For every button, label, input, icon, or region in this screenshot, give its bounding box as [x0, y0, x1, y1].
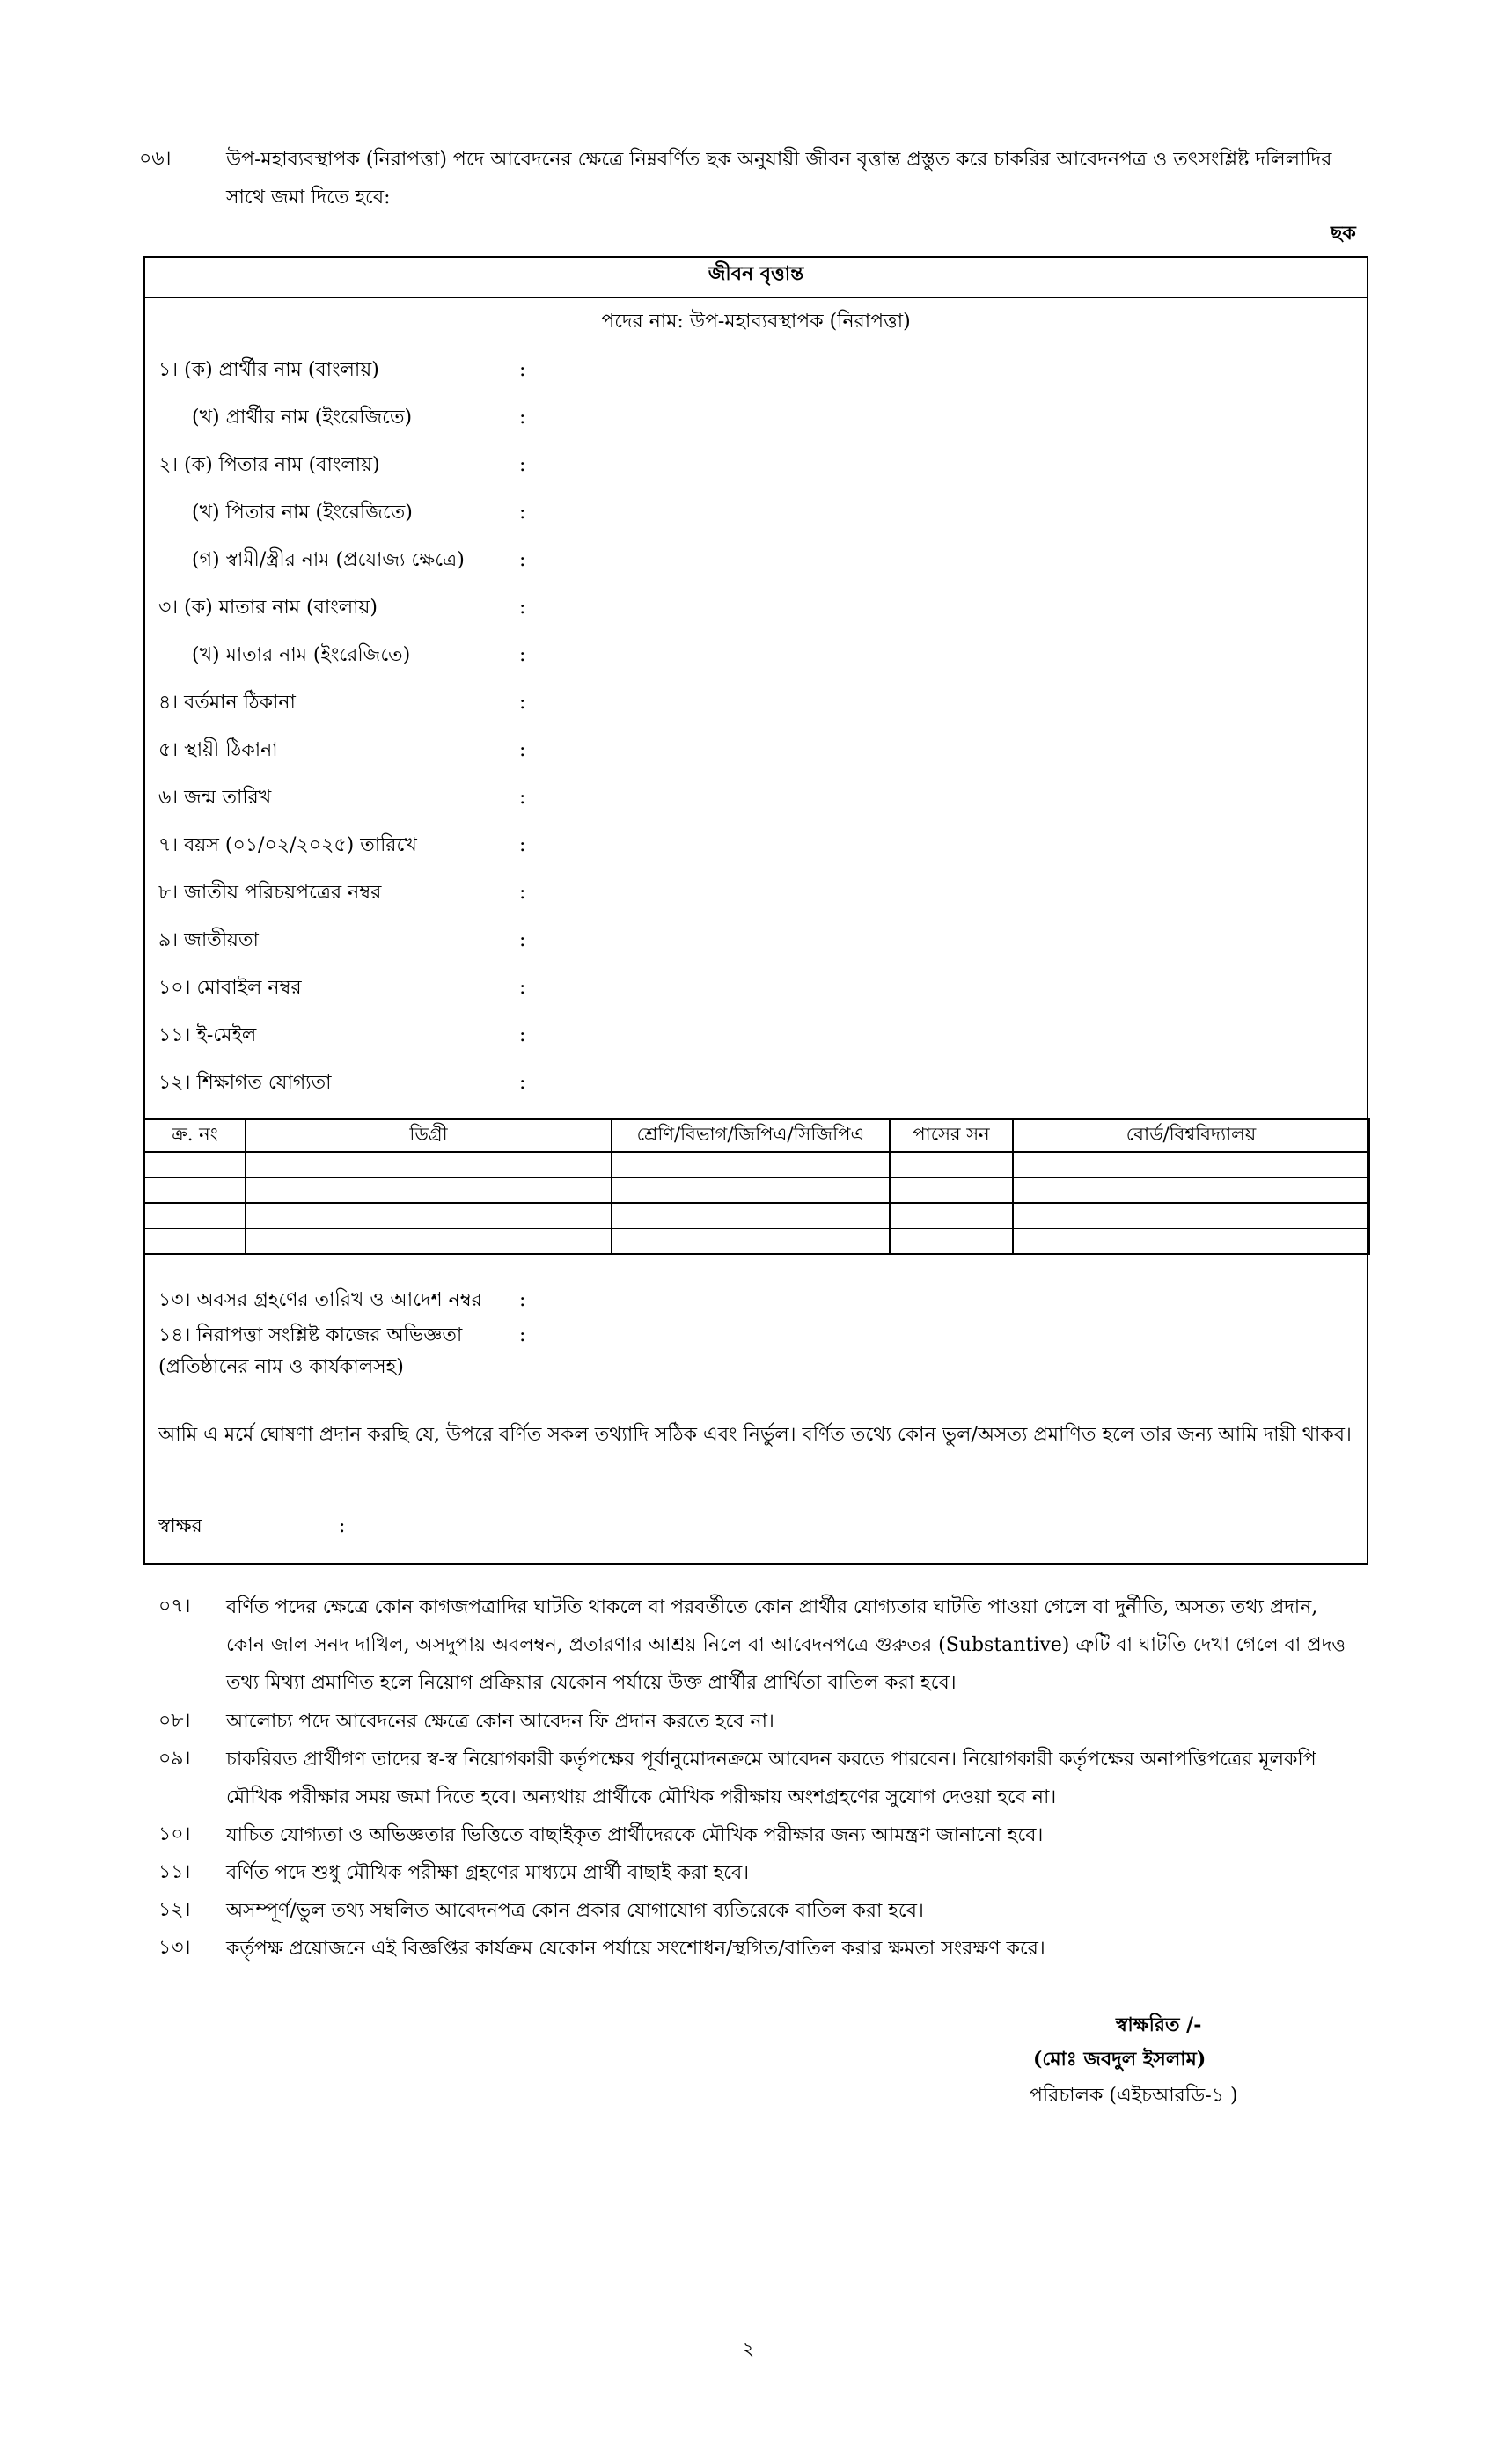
table-header-row [144, 1119, 1369, 1152]
field-colon: : [519, 454, 526, 476]
intro-paragraph: উপ-মহাব্যবস্থাপক (নিরাপত্তা) পদে আবেদনের ক্ষেত্রে নিম্নবর্ণিত ছক অনুযায়ী জীবন বৃত্তান্ত প্রস্তুত করে চাকরির আবেদনপত্র ও তৎসংশ্লিষ্ট দলিলাদির সাথে জমা দিতে হবে: [226, 149, 1332, 209]
field-label: (খ) প্রার্থীর নাম (ইংরেজিতে) [192, 407, 413, 429]
field-colon: : [339, 1515, 346, 1537]
column-header: ক্র. নং [144, 1119, 246, 1152]
signature-label: স্বাক্ষর [158, 1515, 202, 1537]
column-header: শ্রেণি/বিভাগ/জিপিএ/সিজিপিএ [612, 1119, 890, 1152]
item-number: ১১। [158, 1861, 191, 1883]
table-cell[interactable] [890, 1177, 1013, 1203]
table-cell[interactable] [890, 1203, 1013, 1228]
education-table [143, 1118, 1370, 1255]
field-colon: : [519, 502, 526, 524]
column-header: ডিগ্রী [246, 1119, 612, 1152]
table-cell[interactable] [612, 1177, 890, 1203]
column-header: বোর্ড/বিশ্ববিদ্যালয় [1013, 1119, 1369, 1152]
field-label: ৩। (ক) মাতার নাম (বাংলায়) [158, 597, 378, 619]
item-text: অসম্পূর্ণ/ভুল তথ্য সম্বলিত আবেদনপত্র কোন প্রকার যোগাযোগ ব্যতিরেকে বাতিল করা হবে। [226, 1900, 924, 1922]
field-colon: : [519, 1024, 526, 1046]
table-cell[interactable] [246, 1203, 612, 1228]
table-cell[interactable] [890, 1152, 1013, 1177]
table-cell[interactable] [144, 1177, 246, 1203]
field-colon: : [519, 644, 526, 666]
field-label: (খ) পিতার নাম (ইংরেজিতে) [192, 502, 413, 524]
field-colon: : [519, 549, 526, 571]
field-label: ১৪। নিরাপত্তা সংশ্লিষ্ট কাজের অভিজ্ঞতা [158, 1324, 463, 1346]
table-row [144, 1203, 1369, 1228]
item-text: আলোচ্য পদে আবেদনের ক্ষেত্রে কোন আবেদন ফি প্রদান করতে হবে না। [226, 1711, 774, 1733]
page-number: ২ [741, 2338, 755, 2360]
table-cell[interactable] [246, 1228, 612, 1254]
field-colon: : [519, 692, 526, 714]
field-colon: : [519, 787, 526, 809]
field-colon: : [519, 1289, 526, 1311]
field-label: ৪। বর্তমান ঠিকানা [158, 692, 296, 714]
column-header: পাসের সন [890, 1119, 1013, 1152]
item-number: ০৯। [158, 1748, 191, 1770]
field-label: ৭। বয়স (০১/০২/২০২৫) তারিখে [158, 834, 417, 856]
field-colon: : [519, 1072, 526, 1094]
table-cell[interactable] [890, 1228, 1013, 1254]
field-label: ১৩। অবসর গ্রহণের তারিখ ও আদেশ নম্বর [158, 1289, 482, 1311]
item-text: চাকরিরত প্রার্থীগণ তাদের স্ব-স্ব নিয়োগকারী কর্তৃপক্ষের পূর্বানুমোদনক্রমে আবেদন করতে পারবেন। নিয়োগকারী কর্তৃপক্ষের অনাপত্তিপত্রের মূলকপি মৌখিক পরীক্ষার সময় জমা দিতে হবে। অন্যথায় প্রার্থীকে মৌখিক পরীক্ষায় অংশগ্রহণের সুযোগ দেওয়া হবে না। [226, 1749, 1316, 1808]
declaration-text: আমি এ মর্মে ঘোষণা প্রদান করছি যে, উপরে বর্ণিত সকল তথ্যাদি সঠিক এবং নির্ভুল। বর্ণিত তথ্যে কোন ভুল/অসত্য প্রমাণিত হলে তার জন্য আমি দায়ী থাকব। [158, 1424, 1352, 1446]
item-text: বর্ণিত পদে শুধু মৌখিক পরীক্ষা গ্রহণের মাধ্যমে প্রার্থী বাছাই করা হবে। [226, 1862, 750, 1884]
field-colon: : [519, 407, 526, 429]
field-colon: : [519, 359, 526, 381]
table-cell[interactable] [612, 1203, 890, 1228]
table-cell[interactable] [144, 1152, 246, 1177]
item-number: ০৬। [139, 148, 172, 170]
field-label: ২। (ক) পিতার নাম (বাংলায়) [158, 454, 380, 476]
field-colon: : [519, 977, 526, 999]
item-text: যাচিত যোগ্যতা ও অভিজ্ঞতার ভিত্তিতে বাছাইকৃত প্রার্থীদেরকে মৌখিক পরীক্ষার জন্য আমন্ত্রণ জানানো হবে। [226, 1824, 1044, 1846]
table-cell[interactable] [612, 1152, 890, 1177]
field-colon: : [519, 834, 526, 856]
signatory-title: পরিচালক (এইচআরডি-১ ) [1030, 2085, 1238, 2107]
field-label: ১। (ক) প্রার্থীর নাম (বাংলায়) [158, 359, 379, 381]
field-colon: : [519, 597, 526, 619]
item-text: কর্তৃপক্ষ প্রয়োজনে এই বিজ্ঞপ্তির কার্যক্রম যেকোন পর্যায়ে সংশোধন/স্থগিত/বাতিল করার ক্ষমতা সংরক্ষণ করে। [226, 1938, 1045, 1960]
signature-signed: স্বাক্ষরিত /- [1116, 2013, 1202, 2036]
field-colon: : [519, 1324, 526, 1346]
item-number: ০৭। [158, 1595, 191, 1617]
field-label: ৯। জাতীয়তা [158, 929, 259, 951]
field-label: (খ) মাতার নাম (ইংরেজিতে) [192, 644, 411, 666]
table-row [144, 1228, 1369, 1254]
field-label: ১০। মোবাইল নম্বর [158, 977, 302, 999]
table-cell[interactable] [246, 1152, 612, 1177]
form-title: জীবন বৃত্তান্ত [708, 262, 804, 285]
field-label-note: (প্রতিষ্ঠানের নাম ও কার্যকালসহ) [158, 1356, 404, 1378]
item-number: ১২। [158, 1899, 191, 1921]
signatory-name: (মোঃ জবদুল ইসলাম) [1033, 2048, 1206, 2071]
field-label: ১২। শিক্ষাগত যোগ্যতা [158, 1072, 332, 1094]
table-cell[interactable] [612, 1228, 890, 1254]
table-cell[interactable] [144, 1228, 246, 1254]
table-cell[interactable] [1013, 1152, 1369, 1177]
item-text: বর্ণিত পদের ক্ষেত্রে কোন কাগজপত্রাদির ঘাটতি থাকলে বা পরবর্তীতে কোন প্রার্থীর যোগ্যতার ঘাটতি পাওয়া গেলে বা দুর্নীতি, অসত্য তথ্য প্রদান, কোন জাল সনদ দাখিল, অসদুপায় অবলম্বন, প্রতারণার আশ্রয় নিলে বা আবেদনপত্রে গুরুতর (Substantive) ত্রুটি বা ঘাটতি দেখা গেলে বা প্রদত্ত তথ্য মিথ্যা প্রমাণিত হলে নিয়োগ প্রক্রিয়ার যেকোন পর্যায়ে উক্ত প্রার্থীর প্রার্থিতা বাতিল করা হবে। [226, 1596, 1346, 1694]
field-colon: : [519, 929, 526, 951]
item-number: ১০। [158, 1823, 191, 1845]
field-label: ৬। জন্ম তারিখ [158, 787, 272, 809]
field-label: ১১। ই-মেইল [158, 1024, 257, 1046]
post-name: পদের নাম: উপ-মহাব্যবস্থাপক (নিরাপত্তা) [601, 311, 911, 333]
field-colon: : [519, 882, 526, 904]
table-cell[interactable] [1013, 1203, 1369, 1228]
table-row [144, 1152, 1369, 1177]
field-label: ৮। জাতীয় পরিচয়পত্রের নম্বর [158, 882, 382, 904]
table-cell[interactable] [1013, 1177, 1369, 1203]
field-label: (গ) স্বামী/স্ত্রীর নাম (প্রযোজ্য ক্ষেত্রে) [192, 549, 465, 571]
table-cell[interactable] [1013, 1228, 1369, 1254]
table-cell[interactable] [246, 1177, 612, 1203]
field-label: ৫। স্থায়ী ঠিকানা [158, 739, 278, 761]
table-caption: ছক [1331, 222, 1356, 245]
table-row [144, 1177, 1369, 1203]
field-colon: : [519, 739, 526, 761]
item-number: ০৮। [158, 1710, 191, 1732]
table-cell[interactable] [144, 1203, 246, 1228]
item-number: ১৩। [158, 1937, 191, 1959]
